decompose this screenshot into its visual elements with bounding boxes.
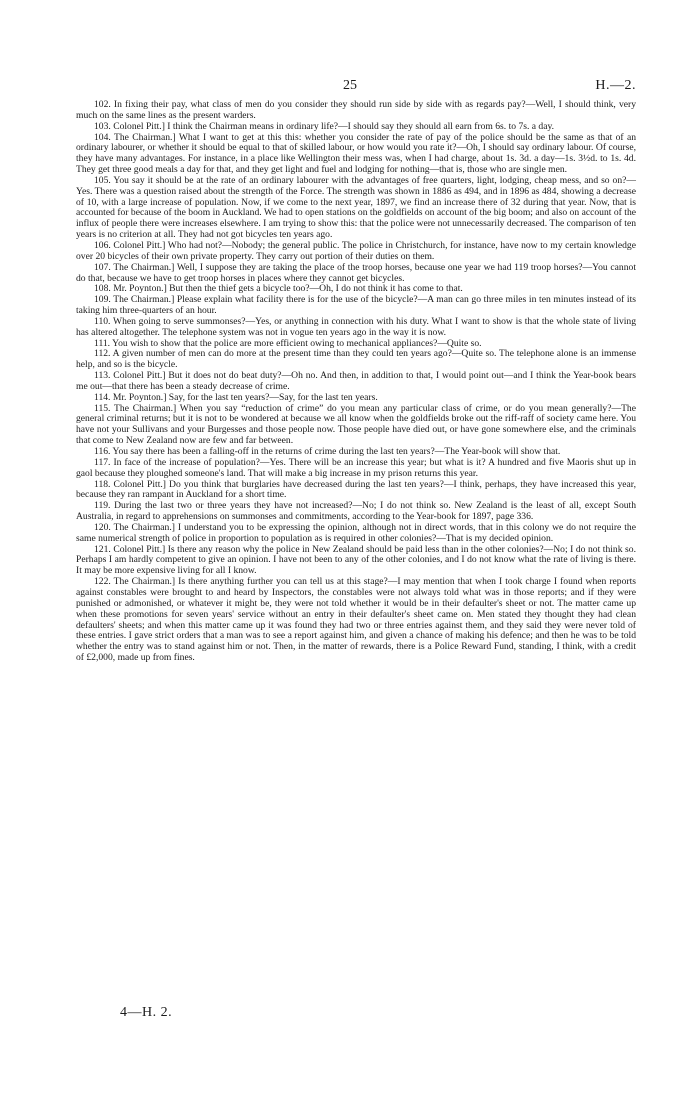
signature-mark: 4—H. 2. <box>120 1005 173 1020</box>
paragraph-111: 111. You wish to show that the police are more efficient owing to mechanical appliances?—Quite so. <box>94 337 482 349</box>
paragraph-108: 108. Mr. Poynton.] But then the thief gets a bicycle too?—Oh, I do not think it has come to that. <box>94 283 463 295</box>
paragraph-102: 102. In fixing their pay, what class of men do you consider they should run side by side with as regards pay?—Well, I should think, very much on the same lines as the present warders. <box>76 99 636 121</box>
document-reference: H.—2. <box>595 78 636 93</box>
paragraph-119: 119. During the last two or three years they have not increased?—No; I do not think so. New Zealand is the least of all, except South Australia, in regard to apprehensions on summonses and commitments, according to the Year-book for 1897, page 336. <box>76 500 636 523</box>
page-number: 25 <box>343 78 357 93</box>
paragraph-109: 109. The Chairman.] Please explain what facility there is for the use of the bicycle?—A man can go three miles in ten minutes instead of its taking him three-quarters of an hour. <box>76 294 636 317</box>
paragraph-118: 118. Colonel Pitt.] Do you think that burglaries have decreased during the last ten years?—I think, perhaps, they have increased this year, because they ran rampant in Auckland for a short time. <box>76 478 636 501</box>
paragraph-113: 113. Colonel Pitt.] But it does not do beat duty?—Oh no. And then, in addition to that, I would point out—and I think the Year-book bears me out—that there has been a steady decrease of crime. <box>76 370 636 392</box>
evidence-text-body <box>76 100 636 664</box>
paragraph-114: 114. Mr. Poynton.] Say, for the last ten years?—Say, for the last ten years. <box>94 391 378 403</box>
paragraph-121: 121. Colonel Pitt.] Is there any reason why the police in New Zealand should be paid less than in the other colonies?—No; I do not think so. Perhaps I am hardly competent to give an opinion. I have not been to any of the other colonies, and I do not know what the rate of living is there. It may be more expensive living for all I know. <box>76 543 636 577</box>
paragraph-115: 115. The Chairman.] When you say “reduction of crime” do you mean any particular class of crime, or do you mean generally?—The general criminal returns; but it is not to be wondered at because we all know when the goldfields broke out the riff-raff of society came here. You have not your Sullivans and your Burgesses and those people now. Those people have died out, or have gone somewhere else, and the criminals that come to New Zealand now are few and far between. <box>76 402 636 447</box>
paragraph-116: 116. You say there has been a falling-off in the returns of crime during the last ten years?—The Year-book will show that. <box>94 446 561 457</box>
paragraph-103: 103. Colonel Pitt.] I think the Chairman means in ordinary life?—I should say they should all earn from 6s. to 7s. a day. <box>94 120 555 132</box>
paragraph-120: 120. The Chairman.] I understand you to be expressing the opinion, although not in direct words, that in this colony we do not require the same numerical strength of police in proportion to population as is required in other colonies?—That is my decided opinion. <box>76 521 636 544</box>
paragraph-110: 110. When going to serve summonses?—Yes, or anything in connection with his duty. What I want to show is that the whole state of living has altered altogether. The telephone system was not in vogue ten years ago in the way it is now. <box>76 315 636 338</box>
paragraph-112: 112. A given number of men can do more at the present time than they could ten years ago?—Quite so. The telephone alone is an immense help, and so is the bicycle. <box>76 348 636 371</box>
paragraph-106: 106. Colonel Pitt.] Who had not?—Nobody; the general public. The police in Christchurch, for instance, have now to my certain knowledge over 20 bicycles of their own private property. They carry out portion of their duties on them. <box>76 239 636 262</box>
paragraph-105: 105. You say it should be at the rate of an ordinary labourer with the advantages of free quarters, light, lodging, cheap mess, and so on?—Yes. There was a question raised about the strength of the Force. The strength was shown in 1886 as 494, and in 1896 as 484, showing a decrease of 10, with a large increase of population. Now, if we come to the next year, 1897, we find an increase there of 32 during that year. Now, that is accounted for because of the boom in Auckland. We had to open stations on the goldfields on account of the big boom; and also on account of the influx of people there were increases elsewhere. I am trying to show this: that the police were not unnecessarily decreased. The comparison of ten years is no criterion at all. They had not got bicycles ten years ago. <box>76 174 636 241</box>
paragraph-122: 122. The Chairman.] Is there anything further you can tell us at this stage?—I may mention that when I took charge I found when reports against constables were brought to and heard by Inspectors, the constables were not always told what was in those reports; and if they were punished or admonished, or whatever it might be, they were not told whether it would be in their defaulter's sheet or not. The matter came up when these promotions for seven years' service without an entry in their defaulter's sheet came on. Men stated they thought they had clean defaulters' sheets; and when this matter came up it was found they had two or three entries against them, and they said they were never told of these entries. I gave strict orders that a man was to see a report against him, and given a chance of making his defence; and then he was to be told whether the entry was to stand against him or not. Then, in the matter of rewards, there is a Police Reward Fund, standing, I think, with a credit of £2,000, made up from fines. <box>76 576 636 664</box>
paragraph-104: 104. The Chairman.] What I want to get at this this: whether you consider the rate of pay of the police should be the same as that of an ordinary labourer, or whether it should be equal to that of skilled labour, or how would you rate it?—Oh, I should say ordinary labour. Of course, they have many advantages. For instance, in a place like Wellington their mess was, when I had charge, about 1s. 3d. a day—1s. 3½d. to 1s. 4d. They get three good meals a day for that, and they get light and fuel and lodging for nothing—that is, those who are single men. <box>76 131 636 176</box>
paragraph-117: 117. In face of the increase of population?—Yes. There will be an increase this year; but what is it? A hundred and five Maoris shut up in gaol because they ploughed someone's land. That will make a big increase in my prison returns this year. <box>76 456 636 479</box>
paragraph-107: 107. The Chairman.] Well, I suppose they are taking the place of the troop horses, because one year we had 119 troop horses?—You cannot do that, because we have to get troop horses in places where they cannot get bicycles. <box>76 261 636 284</box>
